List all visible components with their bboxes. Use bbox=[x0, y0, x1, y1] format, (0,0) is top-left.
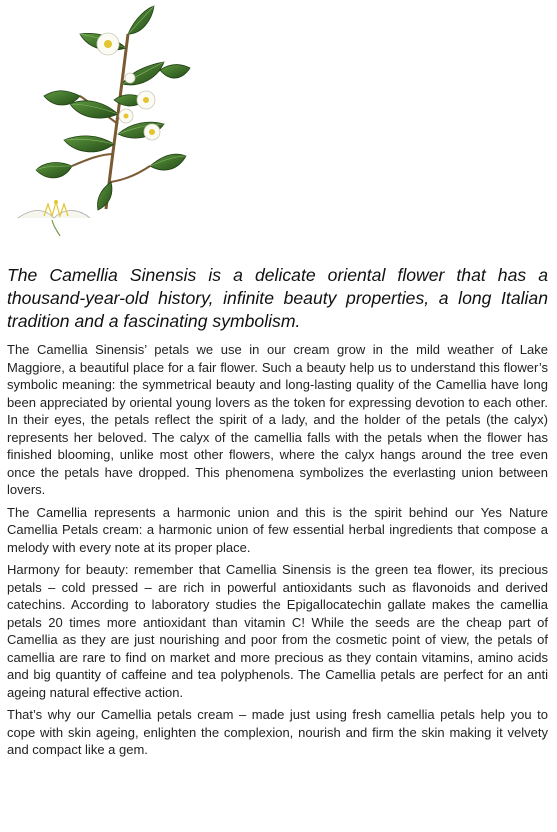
article-paragraph: The Camellia represents a harmonic union and this is the spirit behind our Yes Nature Camellia Petals cream: a harmonic union of few essential herbal ingredients that compose a melody with every note at its proper place. bbox=[7, 504, 548, 555]
article-paragraph: The Camellia Sinensis’ petals we use in our cream grow in the mild weather of Lake Maggiore, a beautiful place for a fair flower. Such a beauty help us to understand this flower’s symbolic meaning: the symmetrical beauty and long-lasting quality of the Camellia have long been appreciated by oriental young lovers as the token for expressing devotion to each other. In their eyes, the petals reflect the spirit of a lady, and the holder of the petals (the calyx) represents her beloved. The calyx of the camellia falls with the petals when the flower has finished blooming, unlike most other flowers, where the calyx hangs around the tree even once the petals have dropped. This phenomena symbolizes the everlasting union between lovers. bbox=[7, 342, 548, 497]
article-paragraph: Harmony for beauty: remember that Camellia Sinensis is the green tea flower, its precious petals – cold pressed – are rich in powerful antioxidants such as flavonoids and derived catechins. According to laboratory studies the Epigallocatechin gallate makes the camellia petals 20 times more antioxidant than vitamin C! While the seeds are the cheap part of Camellia as they are just nourishing and poor from the cosmetic point of view, the petals of camellia are rare to find on market and more precious as they contain vitamins, amino acids and big quantity of caffeine and tea polyphenols. The Camellia petals are perfect for an anti ageing natural effective action. bbox=[7, 562, 548, 700]
article-content bbox=[7, 264, 548, 764]
article-lead: The Camellia Sinensis is a delicate oriental flower that has a thousand-year-old history, infinite beauty properties, a long Italian tradition and a fascinating symbolism. bbox=[7, 265, 548, 331]
article-paragraph: That’s why our Camellia petals cream – made just using fresh camellia petals help you to cope with skin ageing, enlighten the complexion, nourish and firm the skin making it velvety and compact like a gem. bbox=[7, 707, 548, 757]
camellia-plant-illustration-icon bbox=[14, 4, 194, 244]
